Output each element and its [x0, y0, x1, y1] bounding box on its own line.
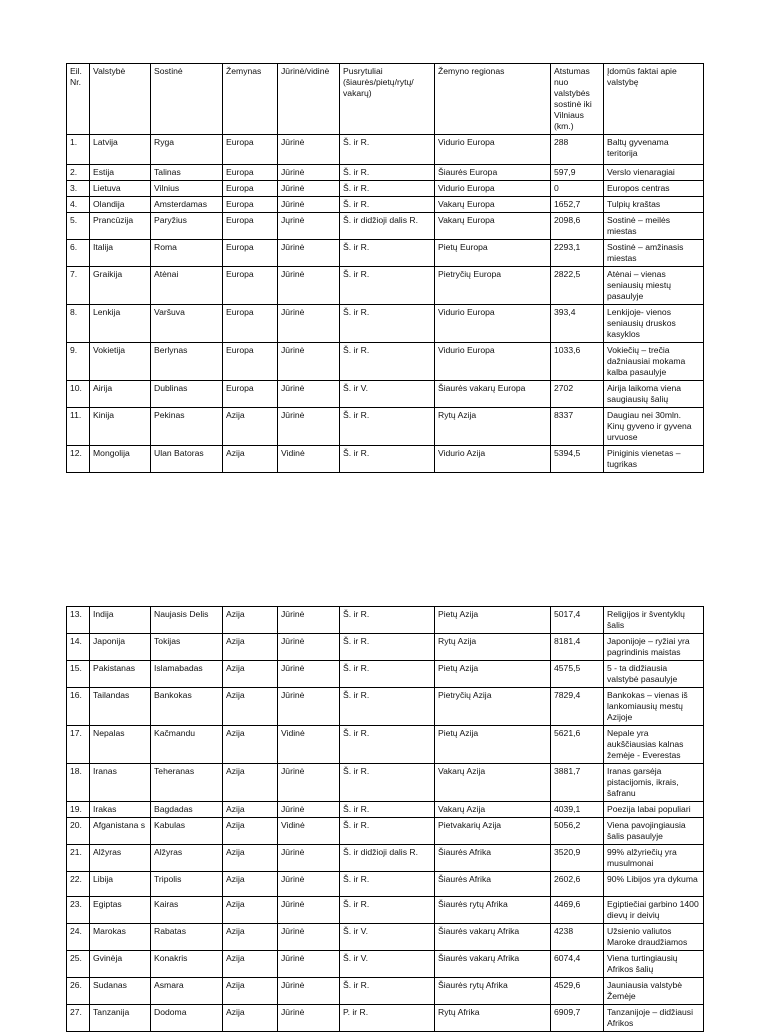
cell-sea-access: Jūrinė — [278, 197, 340, 213]
cell-capital: Amsterdamas — [151, 197, 223, 213]
header-cell-sea-access: Jūrinė/vidinė — [278, 64, 340, 135]
header-cell-region: Žemyno regionas — [435, 64, 551, 135]
cell-hemispheres: Š. ir didžioji dalis R. — [340, 213, 435, 240]
cell-country: Alžyras — [90, 845, 151, 872]
cell-sea-access: Jūrinė — [278, 634, 340, 661]
cell-hemispheres: Š. ir R. — [340, 181, 435, 197]
cell-distance: 597,9 — [551, 165, 604, 181]
cell-facts: Sostinė – meilės miestas — [604, 213, 704, 240]
cell-distance: 393,4 — [551, 305, 604, 343]
table-row — [67, 181, 704, 197]
cell-capital: Kairas — [151, 897, 223, 924]
table-row — [67, 343, 704, 381]
cell-capital: Pekinas — [151, 408, 223, 446]
cell-continent: Europa — [223, 240, 278, 267]
table-row — [67, 381, 704, 408]
cell-capital: Roma — [151, 240, 223, 267]
cell-facts: Viena turtingiausių Afrikos šalių — [604, 951, 704, 978]
cell-number: 24. — [67, 924, 90, 951]
cell-hemispheres: Š. ir R. — [340, 135, 435, 165]
cell-capital: Talinas — [151, 165, 223, 181]
cell-country: Estija — [90, 165, 151, 181]
cell-continent: Azija — [223, 818, 278, 845]
cell-capital: Naujasis Delis — [151, 607, 223, 634]
cell-distance: 1652,7 — [551, 197, 604, 213]
cell-country: Sudanas — [90, 978, 151, 1005]
cell-facts: Iranas garsėja pistacijomis, ikrais, šafranu — [604, 764, 704, 802]
cell-region: Rytų Azija — [435, 408, 551, 446]
cell-number: 17. — [67, 726, 90, 764]
cell-capital: Bankokas — [151, 688, 223, 726]
cell-distance: 2293,1 — [551, 240, 604, 267]
cell-continent: Azija — [223, 408, 278, 446]
cell-capital: Ryga — [151, 135, 223, 165]
cell-country: Libija — [90, 872, 151, 897]
cell-hemispheres: Š. ir R. — [340, 165, 435, 181]
cell-country: Airija — [90, 381, 151, 408]
cell-continent: Azija — [223, 661, 278, 688]
cell-country: Tanzanija — [90, 1005, 151, 1032]
cell-number: 23. — [67, 897, 90, 924]
cell-distance: 3881,7 — [551, 764, 604, 802]
cell-number: 21. — [67, 845, 90, 872]
cell-sea-access: Jūrinė — [278, 764, 340, 802]
cell-number: 19. — [67, 802, 90, 818]
cell-facts: Poezija labai populiari — [604, 802, 704, 818]
table-row — [67, 1005, 704, 1032]
cell-number: 5. — [67, 213, 90, 240]
cell-capital: Dodoma — [151, 1005, 223, 1032]
cell-continent: Azija — [223, 726, 278, 764]
cell-facts: Nepale yra aukščiausias kalnas žemėje - Everestas — [604, 726, 704, 764]
cell-hemispheres: Š. ir R. — [340, 688, 435, 726]
cell-region: Pietų Azija — [435, 607, 551, 634]
cell-hemispheres: Š. ir R. — [340, 726, 435, 764]
cell-country: Latvija — [90, 135, 151, 165]
cell-capital: Tripolis — [151, 872, 223, 897]
cell-sea-access: Jūrinė — [278, 897, 340, 924]
cell-country: Italija — [90, 240, 151, 267]
cell-continent: Azija — [223, 764, 278, 802]
cell-continent: Europa — [223, 181, 278, 197]
cell-sea-access: Jūrinė — [278, 240, 340, 267]
cell-continent: Azija — [223, 802, 278, 818]
cell-capital: Alžyras — [151, 845, 223, 872]
cell-sea-access: Jūrinė — [278, 688, 340, 726]
header-cell-facts: Įdomūs faktai apie valstybę — [604, 64, 704, 135]
cell-country: Marokas — [90, 924, 151, 951]
table-row — [67, 661, 704, 688]
cell-number: 27. — [67, 1005, 90, 1032]
cell-hemispheres: Š. ir R. — [340, 197, 435, 213]
cell-sea-access: Jūrinė — [278, 661, 340, 688]
cell-facts: Baltų gyvenama teritorija — [604, 135, 704, 165]
cell-distance: 4575,5 — [551, 661, 604, 688]
cell-capital: Teheranas — [151, 764, 223, 802]
cell-region: Pietų Europa — [435, 240, 551, 267]
cell-sea-access: Jūrinė — [278, 951, 340, 978]
cell-hemispheres: Š. ir R. — [340, 267, 435, 305]
cell-continent: Europa — [223, 197, 278, 213]
table-row — [67, 135, 704, 165]
cell-sea-access: Jūrinė — [278, 978, 340, 1005]
cell-facts: Bankokas – vienas iš lankomiausių mestų Azijoje — [604, 688, 704, 726]
table-row — [67, 726, 704, 764]
cell-hemispheres: Š. ir V. — [340, 924, 435, 951]
cell-distance: 2602,6 — [551, 872, 604, 897]
cell-sea-access: Jūrinė — [278, 1005, 340, 1032]
cell-region: Vakarų Azija — [435, 764, 551, 802]
table-row — [67, 634, 704, 661]
table-row — [67, 818, 704, 845]
cell-continent: Azija — [223, 845, 278, 872]
countries-table-2 — [66, 606, 704, 1032]
cell-country: Afganistana s — [90, 818, 151, 845]
cell-hemispheres: Š. ir R. — [340, 897, 435, 924]
table-row — [67, 240, 704, 267]
cell-sea-access: Jūrinė — [278, 267, 340, 305]
cell-capital: Berlynas — [151, 343, 223, 381]
cell-hemispheres: Š. ir R. — [340, 634, 435, 661]
cell-country: Lietuva — [90, 181, 151, 197]
table-row — [67, 165, 704, 181]
cell-region: Vidurio Europa — [435, 135, 551, 165]
cell-sea-access: Jūrinė — [278, 135, 340, 165]
cell-continent: Azija — [223, 897, 278, 924]
cell-continent: Europa — [223, 381, 278, 408]
cell-hemispheres: Š. ir R. — [340, 305, 435, 343]
cell-country: Indija — [90, 607, 151, 634]
cell-hemispheres: Š. ir R. — [340, 661, 435, 688]
cell-distance: 6074,4 — [551, 951, 604, 978]
cell-capital: Islamabadas — [151, 661, 223, 688]
cell-distance: 2098,6 — [551, 213, 604, 240]
cell-number: 9. — [67, 343, 90, 381]
cell-continent: Azija — [223, 634, 278, 661]
cell-facts: Piniginis vienetas – tugrikas — [604, 446, 704, 473]
header-cell-distance: Atstumas nuo valstybės sostinė iki Vilniaus (km.) — [551, 64, 604, 135]
cell-distance: 2702 — [551, 381, 604, 408]
cell-number: 22. — [67, 872, 90, 897]
cell-region: Šiaurės rytų Afrika — [435, 897, 551, 924]
table-row — [67, 802, 704, 818]
cell-hemispheres: Š. ir V. — [340, 951, 435, 978]
cell-distance: 5056,2 — [551, 818, 604, 845]
cell-country: Olandija — [90, 197, 151, 213]
cell-region: Pietų Azija — [435, 661, 551, 688]
countries-table-1 — [66, 63, 704, 473]
cell-number: 12. — [67, 446, 90, 473]
cell-region: Pietryčių Azija — [435, 688, 551, 726]
cell-continent: Azija — [223, 446, 278, 473]
cell-capital: Atėnai — [151, 267, 223, 305]
cell-number: 11. — [67, 408, 90, 446]
cell-number: 4. — [67, 197, 90, 213]
header-cell-country: Valstybė — [90, 64, 151, 135]
cell-capital: Vilnius — [151, 181, 223, 197]
cell-country: Japonija — [90, 634, 151, 661]
cell-continent: Azija — [223, 951, 278, 978]
cell-region: Šiaurės Afrika — [435, 845, 551, 872]
cell-continent: Europa — [223, 305, 278, 343]
cell-region: Šiaurės Europa — [435, 165, 551, 181]
cell-hemispheres: Š. ir R. — [340, 446, 435, 473]
cell-hemispheres: Š. ir R. — [340, 978, 435, 1005]
cell-hemispheres: Š. ir R. — [340, 872, 435, 897]
cell-country: Kinija — [90, 408, 151, 446]
cell-hemispheres: Š. ir didžioji dalis R. — [340, 845, 435, 872]
cell-sea-access: Jūrinė — [278, 305, 340, 343]
cell-facts: Užsienio valiutos Maroke draudžiamos — [604, 924, 704, 951]
cell-facts: Daugiau nei 30mln. Kinų gyveno ir gyvena urvuose — [604, 408, 704, 446]
table-row — [67, 305, 704, 343]
cell-country: Prancūzija — [90, 213, 151, 240]
cell-facts: Tulpių kraštas — [604, 197, 704, 213]
header-row — [67, 64, 704, 135]
cell-continent: Azija — [223, 688, 278, 726]
cell-capital: Kabulas — [151, 818, 223, 845]
table-row — [67, 446, 704, 473]
cell-distance: 288 — [551, 135, 604, 165]
cell-region: Pietų Azija — [435, 726, 551, 764]
cell-facts: Japonijoje – ryžiai yra pagrindinis maistas — [604, 634, 704, 661]
cell-continent: Azija — [223, 872, 278, 897]
cell-sea-access: Jūrinė — [278, 802, 340, 818]
cell-sea-access: Jūrinė — [278, 181, 340, 197]
header-cell-continent: Žemynas — [223, 64, 278, 135]
cell-facts: Lenkijoje- vienos seniausių druskos kasyklos — [604, 305, 704, 343]
cell-country: Nepalas — [90, 726, 151, 764]
cell-distance: 0 — [551, 181, 604, 197]
cell-region: Rytų Azija — [435, 634, 551, 661]
header-cell-capital: Sostinė — [151, 64, 223, 135]
cell-region: Pietvakarių Azija — [435, 818, 551, 845]
cell-facts: Verslo vienaragiai — [604, 165, 704, 181]
cell-region: Vidurio Azija — [435, 446, 551, 473]
cell-country: Lenkija — [90, 305, 151, 343]
cell-number: 8. — [67, 305, 90, 343]
header-cell-hemispheres: Pusrytuliai (šiaurės/pietų/rytų/ vakarų) — [340, 64, 435, 135]
cell-sea-access: Jūrinė — [278, 872, 340, 897]
header-cell-number: Eil. Nr. — [67, 64, 90, 135]
cell-region: Pietryčių Europa — [435, 267, 551, 305]
cell-continent: Europa — [223, 165, 278, 181]
cell-region: Šiaurės vakarų Afrika — [435, 951, 551, 978]
cell-country: Gvinėja — [90, 951, 151, 978]
cell-continent: Europa — [223, 343, 278, 381]
cell-distance: 4469,6 — [551, 897, 604, 924]
cell-distance: 7829,4 — [551, 688, 604, 726]
table-row — [67, 872, 704, 897]
cell-number: 18. — [67, 764, 90, 802]
cell-facts: 90% Libijos yra dykuma — [604, 872, 704, 897]
cell-distance: 6909,7 — [551, 1005, 604, 1032]
table-row — [67, 408, 704, 446]
cell-distance: 4238 — [551, 924, 604, 951]
cell-facts: Jauniausia valstybė Žemėje — [604, 978, 704, 1005]
cell-distance: 2822,5 — [551, 267, 604, 305]
cell-sea-access: Vidinė — [278, 818, 340, 845]
cell-region: Vidurio Europa — [435, 343, 551, 381]
cell-capital: Bagdadas — [151, 802, 223, 818]
cell-region: Šiaurės vakarų Europa — [435, 381, 551, 408]
cell-facts: Airija laikoma viena saugiausių šalių — [604, 381, 704, 408]
cell-distance: 3520,9 — [551, 845, 604, 872]
cell-number: 7. — [67, 267, 90, 305]
cell-capital: Kačmandu — [151, 726, 223, 764]
cell-continent: Europa — [223, 213, 278, 240]
cell-sea-access: Jųrinė — [278, 213, 340, 240]
table-row — [67, 197, 704, 213]
cell-sea-access: Jūrinė — [278, 165, 340, 181]
cell-hemispheres: Š. ir R. — [340, 240, 435, 267]
table-row — [67, 951, 704, 978]
countries-table-1-body — [67, 64, 704, 473]
cell-continent: Azija — [223, 978, 278, 1005]
cell-sea-access: Jūrinė — [278, 924, 340, 951]
cell-facts: Europos centras — [604, 181, 704, 197]
table-row — [67, 845, 704, 872]
cell-number: 3. — [67, 181, 90, 197]
cell-continent: Azija — [223, 1005, 278, 1032]
cell-sea-access: Jūrinė — [278, 381, 340, 408]
cell-facts: Viena pavojingiausia šalis pasaulyje — [604, 818, 704, 845]
cell-region: Vakarų Azija — [435, 802, 551, 818]
cell-number: 2. — [67, 165, 90, 181]
cell-region: Šiaurės rytų Afrika — [435, 978, 551, 1005]
cell-sea-access: Jūrinė — [278, 343, 340, 381]
cell-region: Vakarų Europa — [435, 213, 551, 240]
cell-hemispheres: Š. ir V. — [340, 381, 435, 408]
cell-hemispheres: P. ir R. — [340, 1005, 435, 1032]
cell-country: Pakistanas — [90, 661, 151, 688]
cell-continent: Azija — [223, 924, 278, 951]
cell-distance: 8337 — [551, 408, 604, 446]
cell-region: Vidurio Europa — [435, 305, 551, 343]
cell-facts: 99% alžyriečių yra musulmonai — [604, 845, 704, 872]
cell-capital: Dublinas — [151, 381, 223, 408]
table-row — [67, 267, 704, 305]
cell-facts: Sostinė – amžinasis miestas — [604, 240, 704, 267]
cell-hemispheres: Š. ir R. — [340, 802, 435, 818]
cell-number: 10. — [67, 381, 90, 408]
cell-facts: Tanzanijoje – didžiausi Afrikos — [604, 1005, 704, 1032]
cell-region: Šiaurės vakarų Afrika — [435, 924, 551, 951]
cell-capital: Ulan Batoras — [151, 446, 223, 473]
cell-capital: Rabatas — [151, 924, 223, 951]
cell-hemispheres: Š. ir R. — [340, 818, 435, 845]
cell-region: Vidurio Europa — [435, 181, 551, 197]
cell-continent: Azija — [223, 607, 278, 634]
cell-number: 14. — [67, 634, 90, 661]
cell-distance: 5394,5 — [551, 446, 604, 473]
cell-distance: 5017,4 — [551, 607, 604, 634]
cell-region: Šiaurės Afrika — [435, 872, 551, 897]
cell-continent: Europa — [223, 135, 278, 165]
cell-country: Mongolija — [90, 446, 151, 473]
cell-facts: Vokiečių – trečia dažniausiai mokama kalba pasaulyje — [604, 343, 704, 381]
table-row — [67, 213, 704, 240]
cell-number: 15. — [67, 661, 90, 688]
cell-distance: 8181,4 — [551, 634, 604, 661]
cell-number: 16. — [67, 688, 90, 726]
cell-sea-access: Jūrinė — [278, 408, 340, 446]
cell-capital: Tokijas — [151, 634, 223, 661]
cell-continent: Europa — [223, 267, 278, 305]
table-row — [67, 764, 704, 802]
cell-sea-access: Vidinė — [278, 726, 340, 764]
cell-region: Vakarų Europa — [435, 197, 551, 213]
table-row — [67, 924, 704, 951]
cell-country: Egiptas — [90, 897, 151, 924]
cell-number: 26. — [67, 978, 90, 1005]
cell-number: 1. — [67, 135, 90, 165]
cell-distance: 1033,6 — [551, 343, 604, 381]
cell-number: 13. — [67, 607, 90, 634]
countries-table-2-body — [67, 607, 704, 1032]
cell-sea-access: Vidinė — [278, 446, 340, 473]
cell-hemispheres: Š. ir R. — [340, 764, 435, 802]
cell-country: Vokietija — [90, 343, 151, 381]
cell-facts: Atėnai – vienas seniausių miestų pasaulyje — [604, 267, 704, 305]
cell-facts: Egiptiečiai garbino 1400 dievų ir deivių — [604, 897, 704, 924]
cell-distance: 4039,1 — [551, 802, 604, 818]
cell-facts: 5 - ta didžiausia valstybė pasaulyje — [604, 661, 704, 688]
table-row — [67, 978, 704, 1005]
cell-country: Graikija — [90, 267, 151, 305]
table-row — [67, 688, 704, 726]
cell-hemispheres: Š. ir R. — [340, 408, 435, 446]
cell-country: Irakas — [90, 802, 151, 818]
cell-sea-access: Jūrinė — [278, 607, 340, 634]
table-row — [67, 897, 704, 924]
cell-capital: Konakris — [151, 951, 223, 978]
cell-hemispheres: Š. ir R. — [340, 343, 435, 381]
cell-sea-access: Jūrinė — [278, 845, 340, 872]
cell-capital: Asmara — [151, 978, 223, 1005]
cell-hemispheres: Š. ir R. — [340, 607, 435, 634]
cell-number: 20. — [67, 818, 90, 845]
cell-country: Tailandas — [90, 688, 151, 726]
table-row — [67, 607, 704, 634]
cell-distance: 5621,6 — [551, 726, 604, 764]
cell-number: 25. — [67, 951, 90, 978]
cell-region: Rytų Afrika — [435, 1005, 551, 1032]
cell-country: Iranas — [90, 764, 151, 802]
cell-distance: 4529,6 — [551, 978, 604, 1005]
cell-facts: Religijos ir šventyklų šalis — [604, 607, 704, 634]
cell-number: 6. — [67, 240, 90, 267]
cell-capital: Varšuva — [151, 305, 223, 343]
cell-capital: Paryžius — [151, 213, 223, 240]
